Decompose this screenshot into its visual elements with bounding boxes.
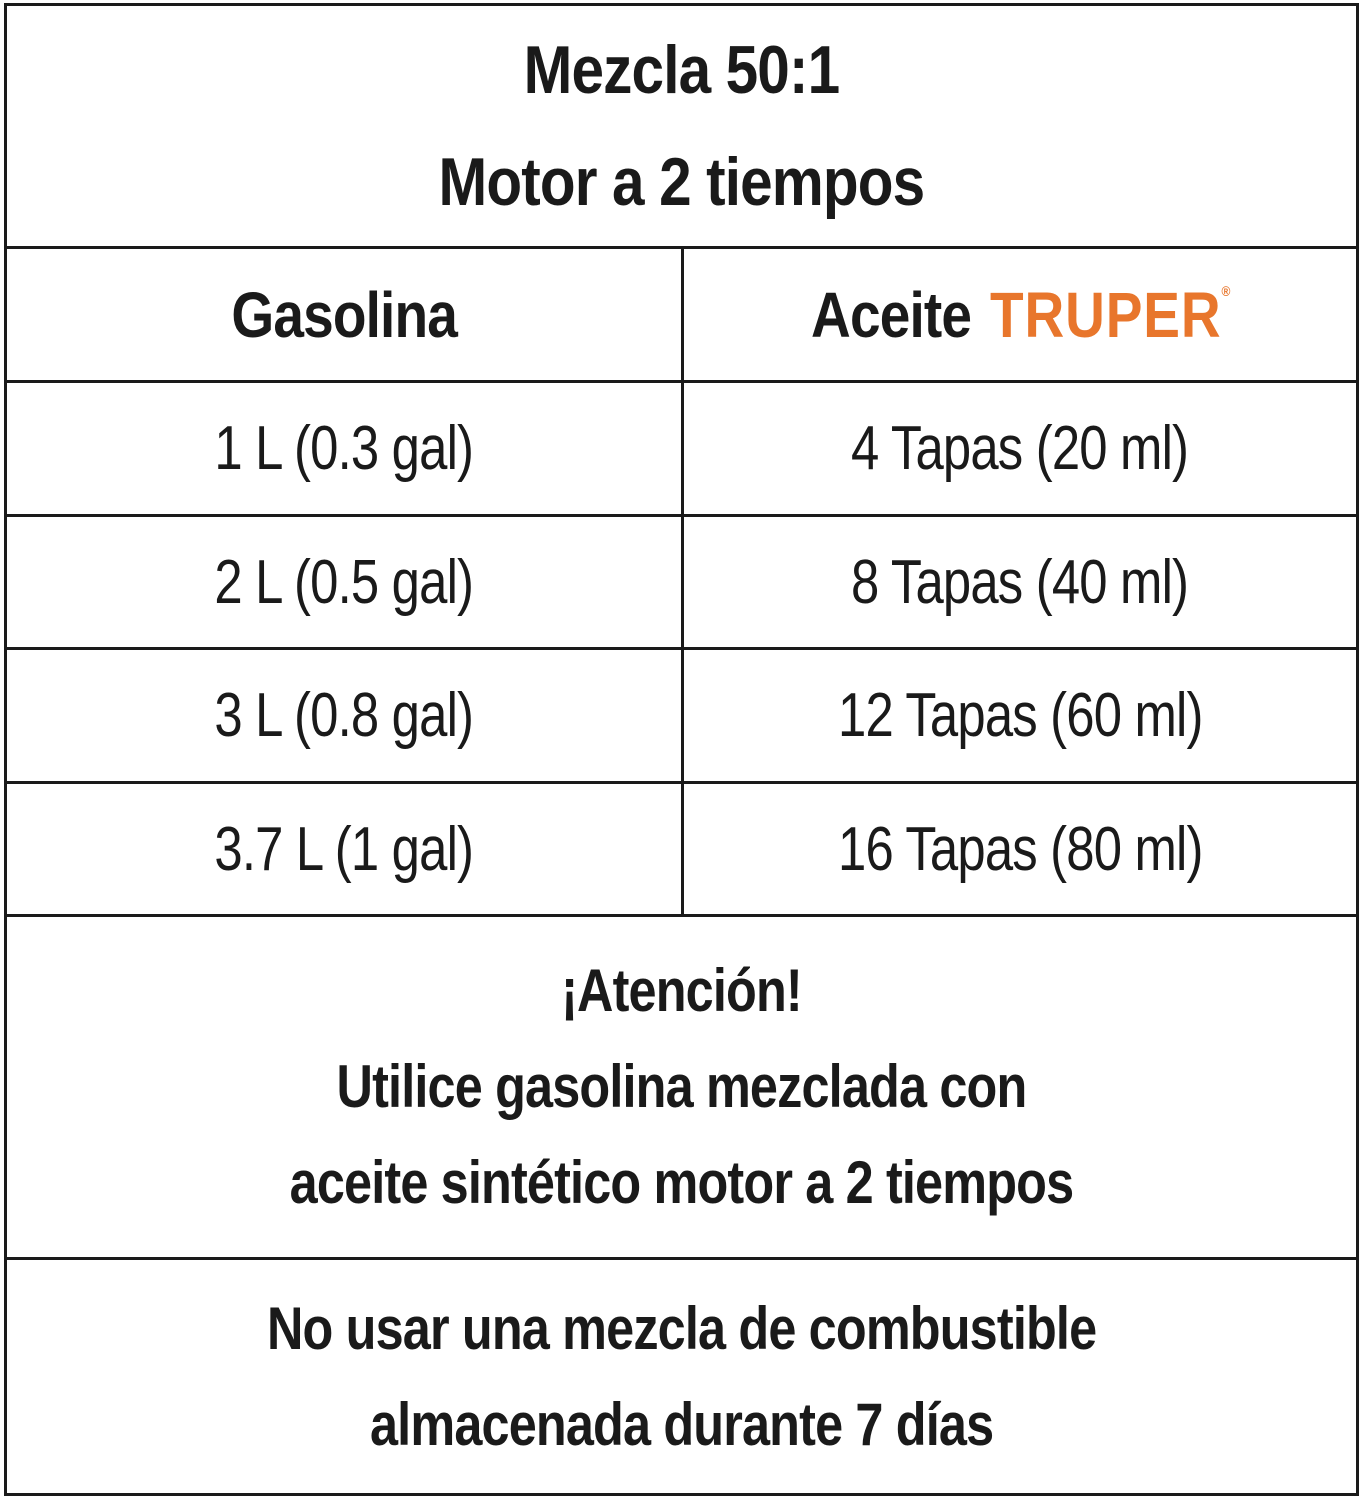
header-oil: Aceite [810, 278, 971, 351]
gasoline-cell [7, 383, 684, 514]
oil-cell [684, 650, 1356, 781]
oil-amount: 8 Tapas (40 ml) [851, 547, 1189, 617]
oil-amount: 4 Tapas (20 ml) [851, 414, 1189, 483]
oil-cell [684, 784, 1356, 914]
oil-cell [684, 517, 1356, 647]
attention-heading: ¡Atención! [561, 957, 802, 1024]
header-gasoline-cell [7, 249, 684, 380]
oil-amount: 16 Tapas (80 ml) [837, 814, 1203, 884]
header-gasoline: Gasolina [231, 278, 457, 351]
fuel-mix-table [4, 3, 1359, 1496]
warning-row [7, 1260, 1356, 1493]
header-row [7, 249, 1356, 383]
title-line-2: Motor a 2 tiempos [438, 144, 925, 220]
table-row [7, 784, 1356, 917]
oil-amount: 12 Tapas (60 ml) [837, 681, 1203, 750]
gasoline-cell [7, 784, 684, 914]
gasoline-cell [7, 650, 684, 781]
title-line-1: Mezcla 50:1 [523, 32, 840, 108]
warning-line-2: almacenada durante 7 días [369, 1390, 994, 1458]
table-row [7, 650, 1356, 784]
table-title [439, 14, 925, 238]
warning-line-1: No usar una mezcla de combustible [266, 1294, 1097, 1362]
truper-logo: TRUPER [989, 278, 1222, 351]
header-oil-group [811, 278, 1229, 352]
header-oil-cell [684, 249, 1356, 380]
storage-warning [267, 1281, 1096, 1473]
attention-row [7, 917, 1356, 1260]
gasoline-amount: 2 L (0.5 gal) [214, 547, 474, 617]
table-row [7, 517, 1356, 650]
gasoline-amount: 3.7 L (1 gal) [214, 814, 474, 884]
registered-mark: ® [1221, 283, 1230, 300]
gasoline-cell [7, 517, 684, 647]
attention-line-2: aceite sintético motor a 2 tiempos [289, 1149, 1074, 1216]
oil-cell [684, 383, 1356, 514]
gasoline-amount: 1 L (0.3 gal) [214, 414, 474, 483]
title-row [7, 6, 1356, 249]
table-row [7, 383, 1356, 517]
attention-line-1: Utilice gasolina mezclada con [336, 1053, 1027, 1120]
attention-note [290, 943, 1074, 1231]
gasoline-amount: 3 L (0.8 gal) [214, 681, 474, 750]
